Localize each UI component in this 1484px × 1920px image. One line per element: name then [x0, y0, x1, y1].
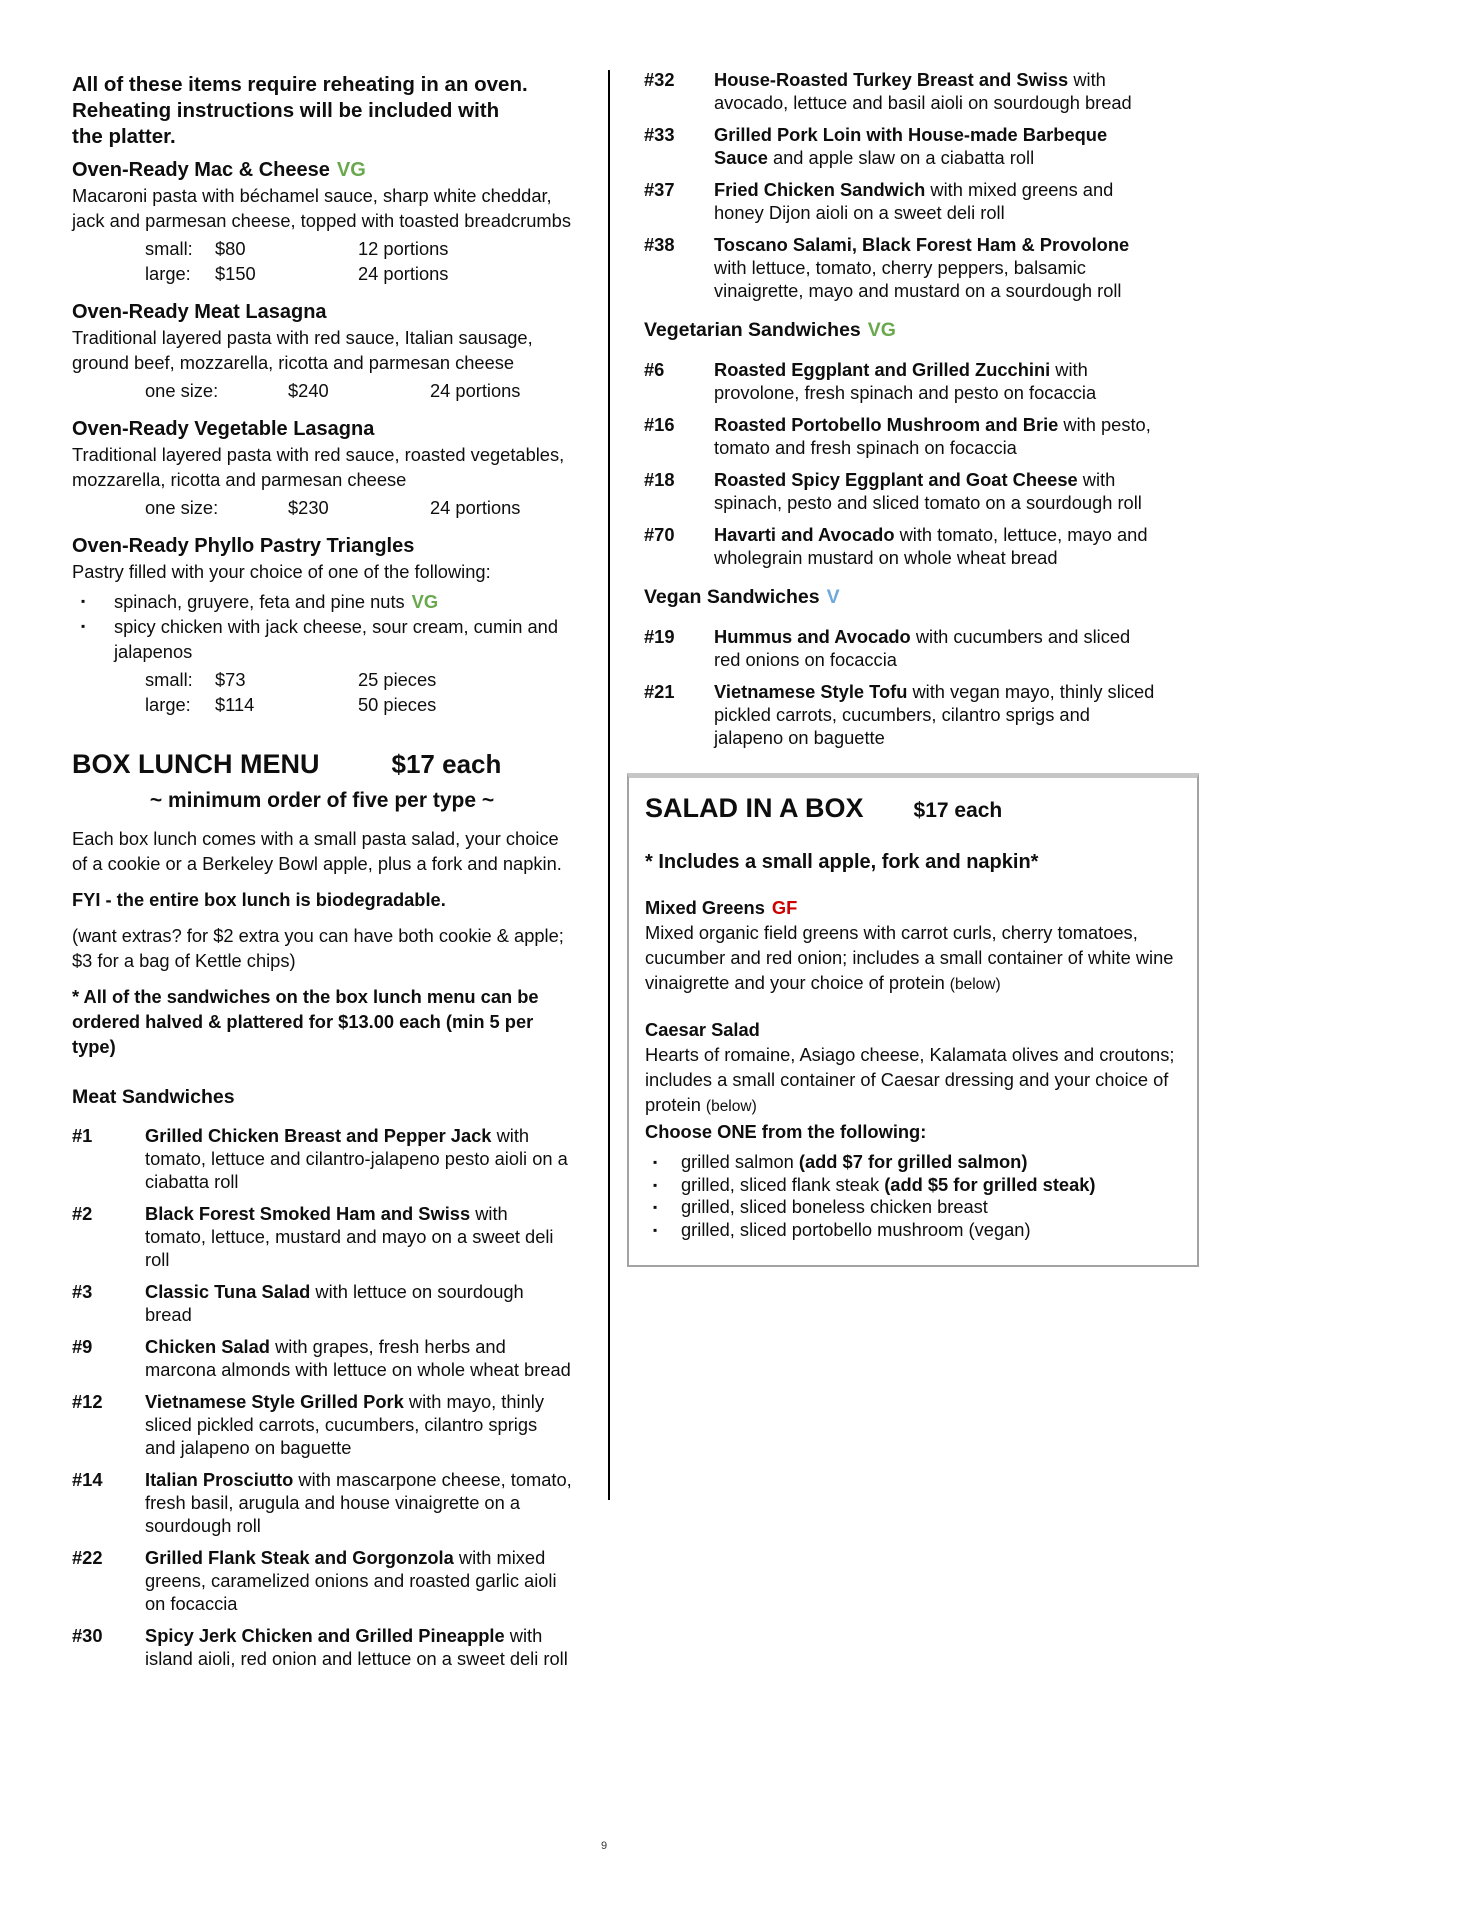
size-price: $240: [288, 380, 329, 401]
sandwich-item: [644, 468, 1159, 514]
oven-item-name: Oven-Ready Vegetable Lasagna: [72, 418, 375, 440]
oven-item-desc: Pastry filled with your choice of one of the following:: [72, 561, 491, 582]
protein-option-text: grilled, sliced portobello mushroom (vegan): [681, 1218, 1031, 1240]
box-lunch-price: $17 each: [391, 749, 502, 779]
sandwich-text: [145, 1335, 572, 1381]
oven-item-desc: Traditional layered pasta with red sauce, Italian sausage, ground beef, mozzarella, ricotta and parmesan cheese: [72, 327, 533, 373]
size-row: [72, 667, 572, 692]
protein-surcharge: (add $5 for grilled steak): [884, 1173, 1096, 1195]
sandwich-number: #6: [644, 359, 665, 380]
sandwich-name: Vietnamese Style Grilled Pork: [145, 1391, 404, 1412]
oven-item-title: [72, 300, 572, 325]
sandwich-number: #12: [72, 1391, 103, 1412]
size-price: $73: [215, 669, 246, 690]
sandwich-name: Havarti and Avocado: [714, 524, 895, 545]
oven-item-title: [72, 158, 572, 183]
sandwich-desc: with avocado, lettuce and basil aioli on sourdough bread: [714, 69, 1132, 113]
sandwich-number: #38: [644, 234, 675, 255]
salad-name: Mixed Greens GF: [645, 897, 798, 918]
sandwich-desc: with grapes, fresh herbs and marcona almonds with lettuce on whole wheat bread: [145, 1336, 571, 1380]
size-row: [72, 236, 572, 261]
minimum-order-note: ~ minimum order of five per type ~: [149, 789, 495, 812]
protein-option: [645, 1196, 1181, 1219]
sandwich-name: Spicy Jerk Chicken and Grilled Pineapple: [145, 1625, 505, 1646]
filling-options: [72, 589, 572, 664]
sandwich-text: [145, 1624, 572, 1670]
sandwich-item: [644, 68, 1159, 114]
sandwich-desc: with provolone, fresh spinach and pesto on focaccia: [714, 359, 1097, 403]
vegetarian-sandwiches-heading: Vegetarian Sandwiches VG: [644, 319, 896, 341]
box-lunch-title: BOX LUNCH MENU: [72, 749, 320, 779]
biodegradable-note: FYI - the entire box lunch is biodegradable.: [72, 889, 446, 910]
oven-item: [72, 417, 572, 520]
oven-item-desc: Macaroni pasta with béchamel sauce, sharp white cheddar, jack and parmesan cheese, topped with toasted breadcrumbs: [72, 185, 571, 231]
sandwich-number: #1: [72, 1125, 93, 1146]
below-reference: (below): [705, 1098, 757, 1115]
protein-surcharge: (add $7 for grilled salmon): [798, 1151, 1028, 1172]
sandwich-name: Grilled Flank Steak and Gorgonzola: [145, 1547, 454, 1568]
size-label: small:: [145, 238, 193, 259]
sandwich-item: [72, 1390, 572, 1459]
sandwich-desc: with island aioli, red onion and lettuce on a sweet deli roll: [145, 1625, 568, 1669]
size-label: one size:: [145, 380, 219, 401]
sandwich-text: [145, 1546, 572, 1615]
sandwich-number: #70: [644, 524, 675, 545]
below-reference: (below): [949, 976, 1001, 993]
vegan-tag: V: [826, 586, 840, 608]
sandwich-item: [72, 1335, 572, 1381]
reheating-note: [72, 72, 572, 150]
oven-ready-items: [72, 158, 572, 717]
vegan-sandwich-list: [644, 625, 1159, 749]
oven-item-desc: Traditional layered pasta with red sauce, roasted vegetables, mozzarella, ricotta and parmesan cheese: [72, 444, 565, 490]
sandwich-desc: with cucumbers and sliced red onions on focaccia: [714, 626, 1131, 670]
sandwich-number: #37: [644, 179, 675, 200]
sandwich-item: [644, 233, 1159, 302]
salad-item: [645, 1017, 1181, 1119]
filling-option: [72, 614, 572, 664]
salad-list: [645, 895, 1181, 1119]
sandwich-number: #3: [72, 1281, 93, 1302]
sandwich-desc: with tomato, lettuce, mayo and wholegrain mustard on whole wheat bread: [714, 524, 1148, 568]
column-divider: [608, 70, 610, 1500]
salad-desc: Mixed organic field greens with carrot curls, cherry tomatoes, cucumber and red onion; includes a small container of white wine vinaigrette and your choice of protein (below): [645, 922, 1174, 993]
size-price-table: [72, 495, 572, 520]
sandwich-number: #32: [644, 69, 675, 90]
reheating-note-line: the platter.: [72, 125, 176, 148]
reheating-note-line: Reheating instructions will be included with: [72, 99, 500, 122]
sandwich-text: [714, 178, 1159, 224]
sandwich-text: [714, 468, 1159, 514]
bullet-icon: ▪: [653, 1200, 658, 1214]
sandwich-number: #33: [644, 124, 675, 145]
sandwich-desc: with mascarpone cheese, tomato, fresh basil, arugula and house vinaigrette on a sourdough roll: [145, 1469, 572, 1536]
sandwich-text: [145, 1390, 572, 1459]
oven-item-title: [72, 417, 572, 442]
protein-option: [645, 1151, 1181, 1174]
sandwich-text: [714, 413, 1159, 459]
size-price: $80: [215, 238, 246, 259]
bullet-icon: ▪: [653, 1177, 658, 1192]
sandwich-name: Vietnamese Style Tofu: [714, 681, 908, 702]
size-price: $150: [215, 263, 256, 284]
sandwich-name: Toscano Salami, Black Forest Ham & Provolone: [714, 234, 1130, 255]
sandwich-text: [714, 680, 1159, 749]
sandwich-number: #21: [644, 681, 675, 702]
box-lunch-heading-row: [72, 747, 572, 781]
sandwich-text: [714, 625, 1159, 671]
sandwich-number: #22: [72, 1547, 103, 1568]
filling-text: spinach, gruyere, feta and pine nuts VG: [114, 591, 439, 612]
sandwich-item: [72, 1546, 572, 1615]
sandwich-item: [72, 1202, 572, 1271]
salad-desc: Hearts of romaine, Asiago cheese, Kalamata olives and croutons; includes a small container of Caesar dressing and your choice of protein (below): [645, 1044, 1175, 1115]
salad-box-title: SALAD IN A BOX: [645, 793, 864, 823]
sandwich-number: #30: [72, 1625, 103, 1646]
size-label: large:: [145, 694, 191, 715]
box-lunch-description: Each box lunch comes with a small pasta salad, your choice of a cookie or a Berkeley Bowl apple, plus a fork and napkin.: [72, 828, 562, 874]
size-row: [72, 692, 572, 717]
salad-box-includes-note: * Includes a small apple, fork and napkin*: [645, 851, 1039, 873]
sandwich-desc: with mixed greens, caramelized onions and roasted garlic aioli on focaccia: [145, 1547, 557, 1614]
right-column: [644, 68, 1175, 1267]
sandwich-name: Italian Prosciutto: [145, 1469, 294, 1490]
sandwich-item: [72, 1468, 572, 1537]
sandwich-item: [644, 523, 1159, 569]
vegetarian-tag: VG: [411, 591, 439, 612]
sandwich-text: [145, 1468, 572, 1537]
sandwich-name: Hummus and Avocado: [714, 626, 911, 647]
oven-item-title: [72, 534, 572, 559]
sandwich-text: [714, 523, 1159, 569]
sandwich-item: [644, 680, 1159, 749]
oven-item: [72, 534, 572, 717]
sandwich-text: [145, 1124, 572, 1193]
sandwich-text: [145, 1202, 572, 1271]
meat-sandwiches-heading: Meat Sandwiches: [72, 1086, 235, 1108]
sandwich-name: Black Forest Smoked Ham and Swiss: [145, 1203, 471, 1224]
sandwich-name: House-Roasted Turkey Breast and Swiss: [714, 69, 1069, 90]
protein-options-list: [645, 1151, 1181, 1241]
size-price: $114: [215, 694, 255, 715]
sandwich-desc: with lettuce on sourdough bread: [145, 1281, 524, 1325]
sandwich-name: Roasted Spicy Eggplant and Goat Cheese: [714, 469, 1078, 490]
sandwich-item: [72, 1624, 572, 1670]
salad-item: [645, 895, 1181, 997]
size-portions: 12 portions: [358, 238, 449, 259]
protein-option-text: grilled salmon (add $7 for grilled salmon): [681, 1151, 1028, 1172]
salad-name: Caesar Salad: [645, 1019, 760, 1040]
sandwich-text: [714, 68, 1159, 114]
vegetarian-sandwich-list: [644, 358, 1159, 569]
sandwich-item: [72, 1124, 572, 1193]
protein-option: [645, 1174, 1181, 1197]
oven-item-name: Oven-Ready Mac & Cheese: [72, 159, 330, 181]
meat-sandwich-list-continued: [644, 68, 1159, 302]
sandwich-item: [644, 413, 1159, 459]
sandwich-text: [714, 123, 1159, 169]
sandwich-name: Grilled Chicken Breast and Pepper Jack: [145, 1125, 492, 1146]
bullet-icon: ▪: [653, 1155, 658, 1169]
bullet-icon: ▪: [653, 1222, 658, 1237]
sandwich-text: [145, 1280, 572, 1326]
sandwich-desc: with mayo, thinly sliced pickled carrots, cucumbers, cilantro sprigs and jalapeno on baguette: [145, 1391, 544, 1458]
size-portions: 50 pieces: [358, 694, 437, 715]
sandwich-desc: with tomato, lettuce and cilantro-jalapeno pesto aioli on a ciabatta roll: [145, 1125, 568, 1192]
oven-item-name: Oven-Ready Phyllo Pastry Triangles: [72, 535, 415, 557]
sandwich-item: [644, 123, 1159, 169]
size-portions: 25 pieces: [358, 669, 437, 690]
left-column: [72, 72, 572, 1679]
sandwich-number: #2: [72, 1203, 93, 1224]
sandwich-name: Fried Chicken Sandwich: [714, 179, 926, 200]
sandwich-desc: with lettuce, tomato, cherry peppers, balsamic vinaigrette, mayo and mustard on a sourdough roll: [714, 257, 1122, 301]
reheating-note-line: All of these items require reheating in an oven.: [72, 73, 528, 96]
size-price: $230: [288, 497, 329, 518]
sandwich-item: [644, 358, 1159, 404]
protein-option: [645, 1219, 1181, 1242]
sandwich-desc: with mixed greens and honey Dijon aioli on a sweet deli roll: [714, 179, 1114, 223]
sandwich-item: [644, 178, 1159, 224]
protein-option-text: grilled, sliced flank steak (add $5 for grilled steak): [681, 1173, 1096, 1195]
size-portions: 24 portions: [358, 263, 449, 284]
size-portions: 24 portions: [430, 380, 521, 401]
size-portions: 24 portions: [430, 497, 521, 518]
size-label: large:: [145, 263, 191, 284]
filling-text: spicy chicken with jack cheese, sour cream, cumin and jalapenos: [114, 616, 559, 662]
meat-sandwich-list: [72, 1124, 572, 1670]
size-label: small:: [145, 669, 193, 690]
filling-option: [72, 589, 572, 614]
size-label: one size:: [145, 497, 219, 518]
sandwich-number: #16: [644, 414, 675, 435]
sandwich-name: Chicken Salad: [145, 1336, 270, 1357]
sandwich-text: [714, 233, 1159, 302]
sandwich-name: Grilled Pork Loin with House-made Barbeque Sauce: [714, 124, 1108, 168]
size-price-table: [72, 236, 572, 286]
sandwich-desc: with tomato, lettuce, mustard and mayo on a sweet deli roll: [145, 1203, 554, 1270]
sandwich-desc: and apple slaw on a ciabatta roll: [767, 147, 1035, 168]
protein-option-text: grilled, sliced boneless chicken breast: [681, 1196, 988, 1217]
oven-item: [72, 158, 572, 286]
vegan-sandwiches-heading: Vegan Sandwiches V: [644, 586, 840, 608]
salad-in-a-box-panel: [627, 773, 1199, 1267]
oven-item: [72, 300, 572, 403]
sandwich-desc: with spinach, pesto and sliced tomato on a sourdough roll: [714, 469, 1142, 513]
vegetarian-tag: VG: [867, 319, 896, 341]
page-number: 9: [601, 1840, 608, 1852]
sandwich-number: #9: [72, 1336, 93, 1357]
sandwich-name: Roasted Eggplant and Grilled Zucchini: [714, 359, 1051, 380]
sandwich-name: Roasted Portobello Mushroom and Brie: [714, 414, 1059, 435]
gluten-free-tag: GF: [771, 897, 798, 918]
bullet-icon: ▪: [81, 594, 86, 608]
salad-box-price: $17 each: [913, 799, 1003, 822]
size-row: [72, 495, 572, 520]
size-price-table: [72, 378, 572, 403]
sandwich-number: #19: [644, 626, 675, 647]
halved-plattered-note: * All of the sandwiches on the box lunch menu can be ordered halved & plattered for $13.00 each (min 5 per type): [72, 986, 539, 1057]
sandwich-desc: with pesto, tomato and fresh spinach on focaccia: [714, 414, 1151, 458]
sandwich-number: #14: [72, 1469, 103, 1490]
salad-box-heading-row: [645, 790, 1181, 826]
sandwich-item: [72, 1280, 572, 1326]
sandwich-text: [714, 358, 1159, 404]
bullet-icon: ▪: [81, 619, 86, 633]
sandwich-number: #18: [644, 469, 675, 490]
size-row: [72, 378, 572, 403]
size-row: [72, 261, 572, 286]
extras-note: (want extras? for $2 extra you can have both cookie & apple; $3 for a bag of Kettle chips): [72, 925, 564, 971]
sandwich-item: [644, 625, 1159, 671]
sandwich-desc: with vegan mayo, thinly sliced pickled carrots, cucumbers, cilantro sprigs and jalapeno on baguette: [714, 681, 1155, 748]
oven-item-name: Oven-Ready Meat Lasagna: [72, 301, 327, 323]
choose-one-heading: Choose ONE from the following:: [645, 1121, 927, 1142]
sandwich-name: Classic Tuna Salad: [145, 1281, 311, 1302]
size-price-table: [72, 667, 572, 717]
vegetarian-tag: VG: [336, 159, 366, 181]
